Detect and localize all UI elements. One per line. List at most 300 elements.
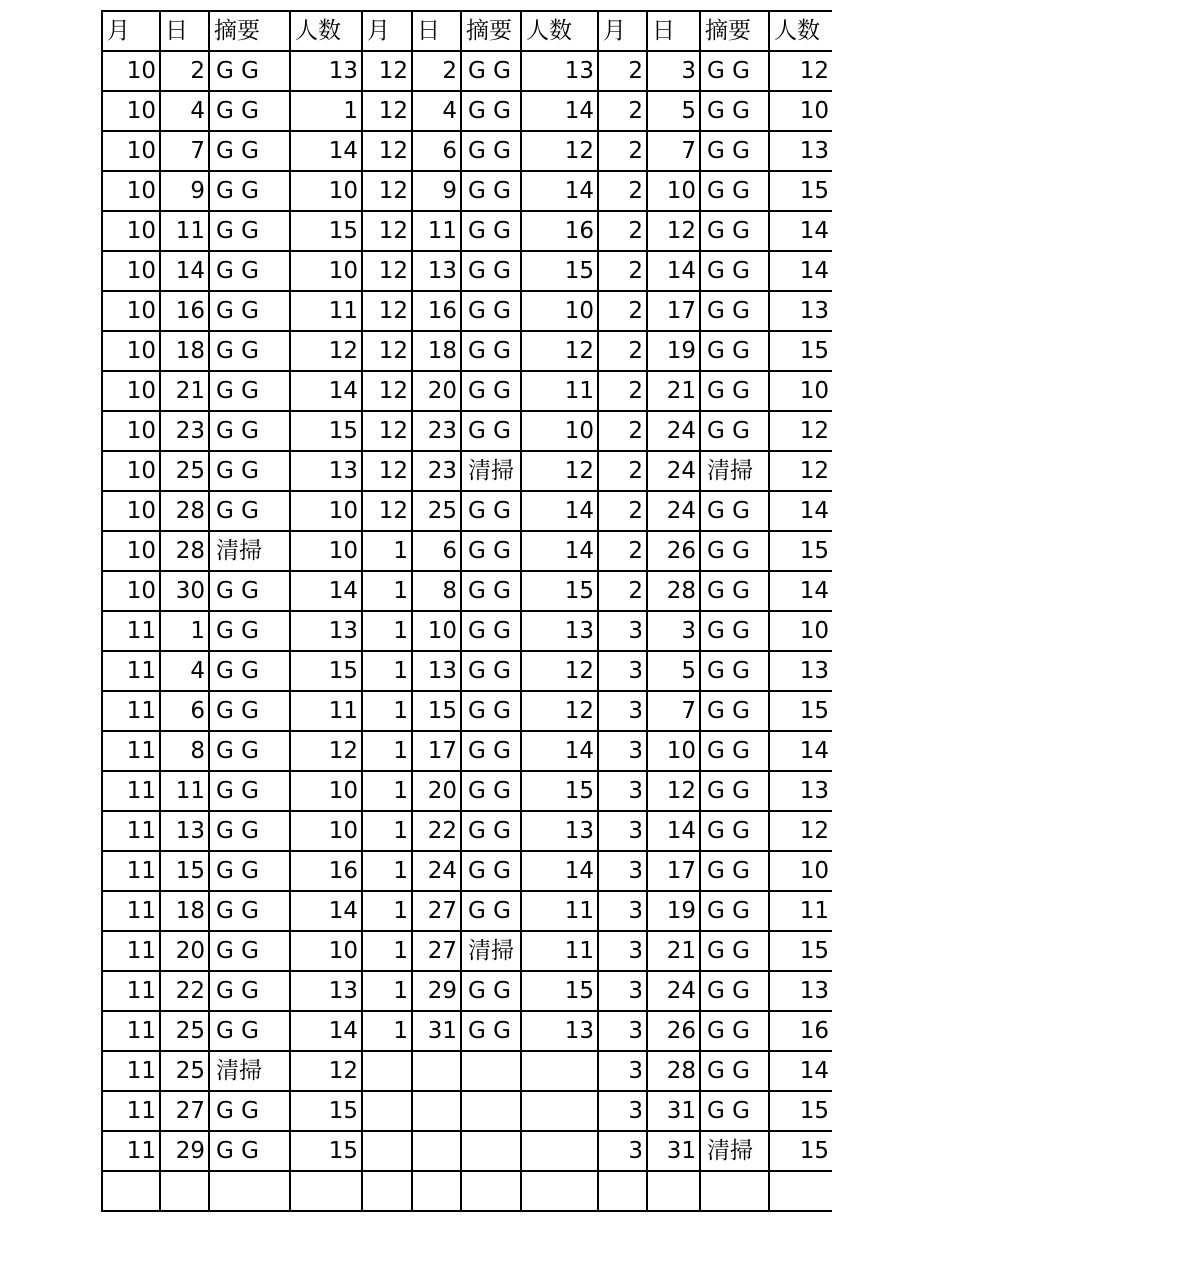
cell-month[interactable]: 1 [362,1011,412,1051]
cell-count[interactable]: 14 [290,131,362,171]
cell-day[interactable]: 3 [647,51,700,91]
cell-day[interactable]: 16 [412,291,461,331]
cell-month[interactable]: 10 [102,211,160,251]
cell-day[interactable]: 15 [160,851,209,891]
cell-month[interactable]: 11 [102,931,160,971]
cell-day[interactable] [412,1051,461,1091]
cell-summary[interactable]: G G [209,851,290,891]
cell-day[interactable]: 11 [160,771,209,811]
cell-month[interactable]: 2 [598,251,647,291]
cell-day[interactable]: 24 [647,491,700,531]
cell-month[interactable]: 11 [102,1091,160,1131]
cell-day[interactable]: 27 [412,931,461,971]
cell-count[interactable]: 12 [521,691,598,731]
cell-day[interactable]: 21 [647,371,700,411]
cell-summary[interactable]: G G [461,891,521,931]
cell-month[interactable]: 3 [598,1131,647,1171]
cell-count[interactable]: 10 [521,411,598,451]
cell-summary[interactable]: G G [700,211,769,251]
cell-count[interactable]: 12 [521,651,598,691]
cell-month[interactable]: 3 [598,651,647,691]
cell-summary[interactable]: G G [209,691,290,731]
cell-day[interactable]: 31 [647,1091,700,1131]
header-cell-month[interactable]: 月 [598,11,647,51]
cell-summary[interactable]: G G [209,171,290,211]
cell-day[interactable]: 5 [647,91,700,131]
cell-month[interactable]: 2 [598,131,647,171]
cell-summary[interactable]: G G [209,971,290,1011]
cell-day[interactable]: 6 [412,131,461,171]
cell-month[interactable]: 11 [102,691,160,731]
cell-summary[interactable] [700,1171,769,1211]
cell-count[interactable]: 10 [290,771,362,811]
cell-summary[interactable]: G G [209,771,290,811]
cell-day[interactable]: 20 [412,771,461,811]
cell-month[interactable]: 12 [362,451,412,491]
cell-summary[interactable]: G G [700,931,769,971]
cell-day[interactable]: 13 [412,651,461,691]
cell-day[interactable]: 26 [647,531,700,571]
cell-month[interactable]: 2 [598,411,647,451]
cell-summary[interactable]: G G [700,1091,769,1131]
cell-count[interactable]: 11 [521,931,598,971]
header-cell-day[interactable]: 日 [647,11,700,51]
cell-count[interactable] [290,1171,362,1211]
cell-month[interactable]: 10 [102,51,160,91]
cell-day[interactable]: 1 [160,611,209,651]
cell-summary[interactable]: G G [461,611,521,651]
cell-month[interactable] [362,1131,412,1171]
cell-count[interactable]: 13 [290,971,362,1011]
cell-day[interactable]: 8 [412,571,461,611]
cell-day[interactable]: 23 [412,451,461,491]
cell-day[interactable]: 24 [647,411,700,451]
cell-count[interactable]: 15 [290,411,362,451]
header-cell-count[interactable]: 人数 [290,11,362,51]
cell-day[interactable]: 29 [412,971,461,1011]
cell-summary[interactable]: G G [209,931,290,971]
cell-summary[interactable]: G G [461,411,521,451]
cell-day[interactable]: 21 [647,931,700,971]
cell-count[interactable]: 11 [521,371,598,411]
cell-month[interactable]: 12 [362,171,412,211]
cell-count[interactable]: 13 [521,1011,598,1051]
cell-day[interactable]: 29 [160,1131,209,1171]
cell-count[interactable]: 15 [769,1131,832,1171]
cell-count[interactable]: 15 [769,331,832,371]
cell-count[interactable]: 15 [769,691,832,731]
cell-month[interactable]: 2 [598,451,647,491]
cell-count[interactable]: 15 [521,571,598,611]
cell-month[interactable]: 1 [362,811,412,851]
cell-day[interactable]: 5 [647,651,700,691]
cell-summary[interactable]: G G [700,1011,769,1051]
cell-summary[interactable]: G G [700,851,769,891]
cell-month[interactable]: 1 [362,571,412,611]
cell-summary[interactable]: G G [209,251,290,291]
header-cell-month[interactable]: 月 [102,11,160,51]
cell-count[interactable]: 16 [290,851,362,891]
cell-month[interactable]: 11 [102,1051,160,1091]
cell-count[interactable]: 12 [290,731,362,771]
cell-summary[interactable]: G G [209,131,290,171]
cell-count[interactable]: 15 [769,931,832,971]
cell-month[interactable]: 1 [362,771,412,811]
cell-summary[interactable]: G G [461,211,521,251]
header-cell-day[interactable]: 日 [412,11,461,51]
cell-count[interactable]: 14 [769,211,832,251]
cell-count[interactable]: 15 [521,971,598,1011]
cell-month[interactable]: 1 [362,971,412,1011]
cell-month[interactable]: 3 [598,691,647,731]
cell-day[interactable]: 6 [412,531,461,571]
cell-summary[interactable]: G G [700,771,769,811]
cell-day[interactable]: 14 [647,251,700,291]
cell-count[interactable]: 13 [769,771,832,811]
cell-day[interactable]: 13 [412,251,461,291]
cell-day[interactable]: 12 [647,211,700,251]
cell-count[interactable]: 15 [290,211,362,251]
cell-summary[interactable]: G G [700,611,769,651]
cell-count[interactable]: 14 [290,1011,362,1051]
cell-summary[interactable]: 清掃 [209,531,290,571]
cell-summary[interactable]: 清掃 [461,931,521,971]
cell-day[interactable]: 31 [647,1131,700,1171]
cell-month[interactable]: 12 [362,371,412,411]
cell-count[interactable]: 13 [521,611,598,651]
cell-summary[interactable] [461,1171,521,1211]
cell-summary[interactable]: G G [700,91,769,131]
cell-day[interactable]: 24 [412,851,461,891]
cell-month[interactable] [598,1171,647,1211]
cell-summary[interactable]: G G [700,1051,769,1091]
cell-month[interactable]: 10 [102,331,160,371]
cell-count[interactable]: 15 [521,251,598,291]
cell-count[interactable]: 14 [521,91,598,131]
cell-month[interactable]: 1 [362,691,412,731]
cell-count[interactable]: 10 [769,851,832,891]
cell-day[interactable]: 27 [160,1091,209,1131]
cell-month[interactable]: 12 [362,211,412,251]
cell-month[interactable]: 12 [362,51,412,91]
cell-summary[interactable]: G G [209,291,290,331]
cell-summary[interactable]: G G [700,291,769,331]
cell-day[interactable]: 28 [647,1051,700,1091]
cell-month[interactable]: 10 [102,131,160,171]
cell-count[interactable]: 10 [769,371,832,411]
cell-summary[interactable]: 清掃 [700,1131,769,1171]
cell-month[interactable]: 12 [362,291,412,331]
cell-day[interactable]: 28 [160,491,209,531]
cell-day[interactable]: 16 [160,291,209,331]
cell-month[interactable]: 12 [362,91,412,131]
cell-count[interactable]: 10 [290,531,362,571]
cell-month[interactable]: 12 [362,331,412,371]
cell-count[interactable]: 14 [521,491,598,531]
cell-summary[interactable]: G G [461,1011,521,1051]
cell-summary[interactable]: G G [700,131,769,171]
cell-month[interactable]: 3 [598,1011,647,1051]
cell-count[interactable]: 14 [290,371,362,411]
cell-month[interactable]: 11 [102,1011,160,1051]
cell-day[interactable]: 8 [160,731,209,771]
cell-count[interactable]: 10 [290,251,362,291]
cell-month[interactable]: 3 [598,811,647,851]
cell-day[interactable]: 2 [412,51,461,91]
cell-day[interactable]: 19 [647,331,700,371]
cell-month[interactable]: 11 [102,851,160,891]
cell-day[interactable]: 22 [412,811,461,851]
cell-count[interactable]: 10 [290,811,362,851]
cell-day[interactable]: 14 [160,251,209,291]
cell-count[interactable]: 13 [290,451,362,491]
cell-day[interactable]: 17 [647,851,700,891]
cell-summary[interactable]: G G [700,411,769,451]
cell-summary[interactable]: 清掃 [700,451,769,491]
cell-day[interactable]: 15 [412,691,461,731]
cell-day[interactable]: 3 [647,611,700,651]
cell-count[interactable]: 14 [769,491,832,531]
cell-month[interactable]: 1 [362,611,412,651]
cell-summary[interactable]: G G [209,451,290,491]
cell-month[interactable]: 1 [362,851,412,891]
cell-summary[interactable]: G G [209,1011,290,1051]
cell-summary[interactable] [209,1171,290,1211]
cell-count[interactable]: 14 [521,851,598,891]
cell-count[interactable]: 12 [521,131,598,171]
cell-count[interactable]: 13 [521,811,598,851]
cell-count[interactable]: 12 [290,1051,362,1091]
cell-summary[interactable]: G G [461,251,521,291]
cell-month[interactable]: 12 [362,491,412,531]
cell-count[interactable]: 14 [290,891,362,931]
cell-month[interactable]: 2 [598,331,647,371]
cell-summary[interactable]: G G [700,731,769,771]
cell-count[interactable]: 15 [769,171,832,211]
cell-day[interactable]: 4 [160,651,209,691]
cell-count[interactable]: 10 [769,611,832,651]
cell-day[interactable]: 21 [160,371,209,411]
header-cell-summary[interactable]: 摘要 [461,11,521,51]
header-cell-count[interactable]: 人数 [769,11,832,51]
cell-summary[interactable]: G G [461,651,521,691]
cell-day[interactable]: 25 [160,1051,209,1091]
cell-count[interactable]: 16 [769,1011,832,1051]
cell-day[interactable]: 11 [412,211,461,251]
cell-count[interactable]: 13 [769,131,832,171]
cell-month[interactable]: 2 [598,531,647,571]
cell-day[interactable]: 18 [160,331,209,371]
cell-count[interactable]: 1 [290,91,362,131]
cell-summary[interactable]: G G [700,891,769,931]
cell-day[interactable]: 14 [647,811,700,851]
cell-summary[interactable]: G G [700,371,769,411]
cell-summary[interactable]: G G [461,131,521,171]
cell-count[interactable] [521,1131,598,1171]
cell-summary[interactable]: G G [461,731,521,771]
cell-count[interactable] [769,1171,832,1211]
cell-month[interactable] [362,1091,412,1131]
cell-day[interactable]: 13 [160,811,209,851]
cell-month[interactable]: 10 [102,91,160,131]
cell-day[interactable]: 10 [647,731,700,771]
cell-summary[interactable]: G G [209,1091,290,1131]
cell-day[interactable]: 2 [160,51,209,91]
cell-summary[interactable]: G G [461,291,521,331]
cell-summary[interactable]: G G [461,371,521,411]
cell-day[interactable]: 4 [160,91,209,131]
cell-month[interactable] [362,1051,412,1091]
cell-count[interactable]: 14 [521,731,598,771]
cell-count[interactable]: 13 [769,651,832,691]
cell-day[interactable]: 10 [647,171,700,211]
cell-count[interactable]: 12 [769,411,832,451]
cell-day[interactable] [412,1091,461,1131]
cell-day[interactable]: 23 [160,411,209,451]
cell-summary[interactable]: G G [700,531,769,571]
cell-count[interactable]: 14 [521,171,598,211]
cell-count[interactable]: 14 [769,571,832,611]
cell-day[interactable]: 27 [412,891,461,931]
cell-summary[interactable] [461,1051,521,1091]
cell-month[interactable]: 3 [598,1051,647,1091]
cell-summary[interactable]: G G [461,771,521,811]
cell-month[interactable]: 3 [598,731,647,771]
cell-count[interactable]: 10 [290,931,362,971]
cell-month[interactable]: 2 [598,571,647,611]
cell-day[interactable] [160,1171,209,1211]
cell-month[interactable]: 11 [102,611,160,651]
cell-summary[interactable]: G G [209,211,290,251]
cell-summary[interactable]: G G [209,331,290,371]
cell-summary[interactable]: G G [461,811,521,851]
cell-month[interactable]: 11 [102,771,160,811]
cell-summary[interactable]: G G [461,51,521,91]
cell-count[interactable]: 12 [290,331,362,371]
cell-month[interactable]: 3 [598,851,647,891]
cell-count[interactable]: 11 [290,691,362,731]
cell-month[interactable]: 10 [102,571,160,611]
cell-summary[interactable]: 清掃 [209,1051,290,1091]
cell-count[interactable]: 14 [769,1051,832,1091]
cell-day[interactable]: 30 [160,571,209,611]
cell-month[interactable]: 2 [598,491,647,531]
cell-count[interactable]: 12 [769,451,832,491]
cell-month[interactable]: 10 [102,451,160,491]
cell-summary[interactable]: G G [209,411,290,451]
cell-count[interactable]: 14 [521,531,598,571]
cell-count[interactable]: 14 [769,731,832,771]
cell-count[interactable]: 16 [521,211,598,251]
cell-month[interactable]: 2 [598,291,647,331]
cell-count[interactable]: 15 [290,651,362,691]
cell-count[interactable]: 10 [521,291,598,331]
cell-count[interactable]: 12 [769,811,832,851]
cell-month[interactable]: 2 [598,211,647,251]
cell-day[interactable]: 20 [412,371,461,411]
cell-summary[interactable]: G G [700,691,769,731]
cell-month[interactable]: 11 [102,651,160,691]
cell-day[interactable]: 28 [647,571,700,611]
cell-day[interactable]: 18 [160,891,209,931]
cell-month[interactable]: 10 [102,411,160,451]
cell-summary[interactable]: G G [461,91,521,131]
cell-count[interactable]: 15 [290,1091,362,1131]
cell-summary[interactable]: G G [209,371,290,411]
cell-summary[interactable]: G G [700,971,769,1011]
cell-count[interactable]: 14 [290,571,362,611]
cell-count[interactable] [521,1171,598,1211]
header-cell-summary[interactable]: 摘要 [209,11,290,51]
cell-month[interactable]: 1 [362,891,412,931]
cell-summary[interactable]: G G [461,531,521,571]
cell-summary[interactable]: G G [461,971,521,1011]
cell-summary[interactable]: G G [461,571,521,611]
cell-day[interactable]: 7 [647,131,700,171]
cell-month[interactable]: 11 [102,891,160,931]
cell-day[interactable]: 25 [412,491,461,531]
header-cell-day[interactable]: 日 [160,11,209,51]
cell-day[interactable]: 25 [160,451,209,491]
cell-month[interactable]: 11 [102,811,160,851]
cell-summary[interactable]: G G [209,731,290,771]
cell-month[interactable]: 3 [598,971,647,1011]
cell-day[interactable]: 9 [160,171,209,211]
cell-day[interactable] [412,1131,461,1171]
cell-summary[interactable]: G G [209,91,290,131]
cell-month[interactable]: 2 [598,51,647,91]
cell-day[interactable]: 22 [160,971,209,1011]
cell-count[interactable]: 12 [521,451,598,491]
cell-month[interactable]: 12 [362,131,412,171]
cell-summary[interactable]: G G [209,611,290,651]
cell-count[interactable]: 10 [769,91,832,131]
cell-month[interactable] [102,1171,160,1211]
cell-month[interactable]: 12 [362,251,412,291]
cell-summary[interactable]: G G [461,491,521,531]
cell-summary[interactable]: G G [700,171,769,211]
cell-count[interactable]: 13 [521,51,598,91]
cell-summary[interactable]: G G [461,851,521,891]
cell-month[interactable]: 11 [102,1131,160,1171]
cell-count[interactable]: 11 [290,291,362,331]
cell-day[interactable]: 6 [160,691,209,731]
cell-day[interactable]: 7 [160,131,209,171]
cell-day[interactable] [412,1171,461,1211]
cell-day[interactable] [647,1171,700,1211]
cell-count[interactable] [521,1051,598,1091]
cell-summary[interactable]: G G [209,651,290,691]
cell-day[interactable]: 4 [412,91,461,131]
cell-summary[interactable]: G G [700,811,769,851]
cell-summary[interactable]: G G [700,251,769,291]
cell-summary[interactable] [461,1131,521,1171]
cell-count[interactable]: 11 [769,891,832,931]
cell-summary[interactable]: G G [700,51,769,91]
cell-day[interactable]: 9 [412,171,461,211]
cell-count[interactable]: 13 [769,971,832,1011]
cell-count[interactable]: 15 [769,531,832,571]
cell-month[interactable]: 11 [102,731,160,771]
cell-month[interactable]: 10 [102,251,160,291]
cell-summary[interactable]: G G [209,1131,290,1171]
cell-count[interactable]: 14 [769,251,832,291]
cell-summary[interactable]: G G [700,651,769,691]
cell-summary[interactable]: G G [700,331,769,371]
cell-summary[interactable] [461,1091,521,1131]
cell-month[interactable]: 10 [102,491,160,531]
cell-count[interactable]: 12 [769,51,832,91]
